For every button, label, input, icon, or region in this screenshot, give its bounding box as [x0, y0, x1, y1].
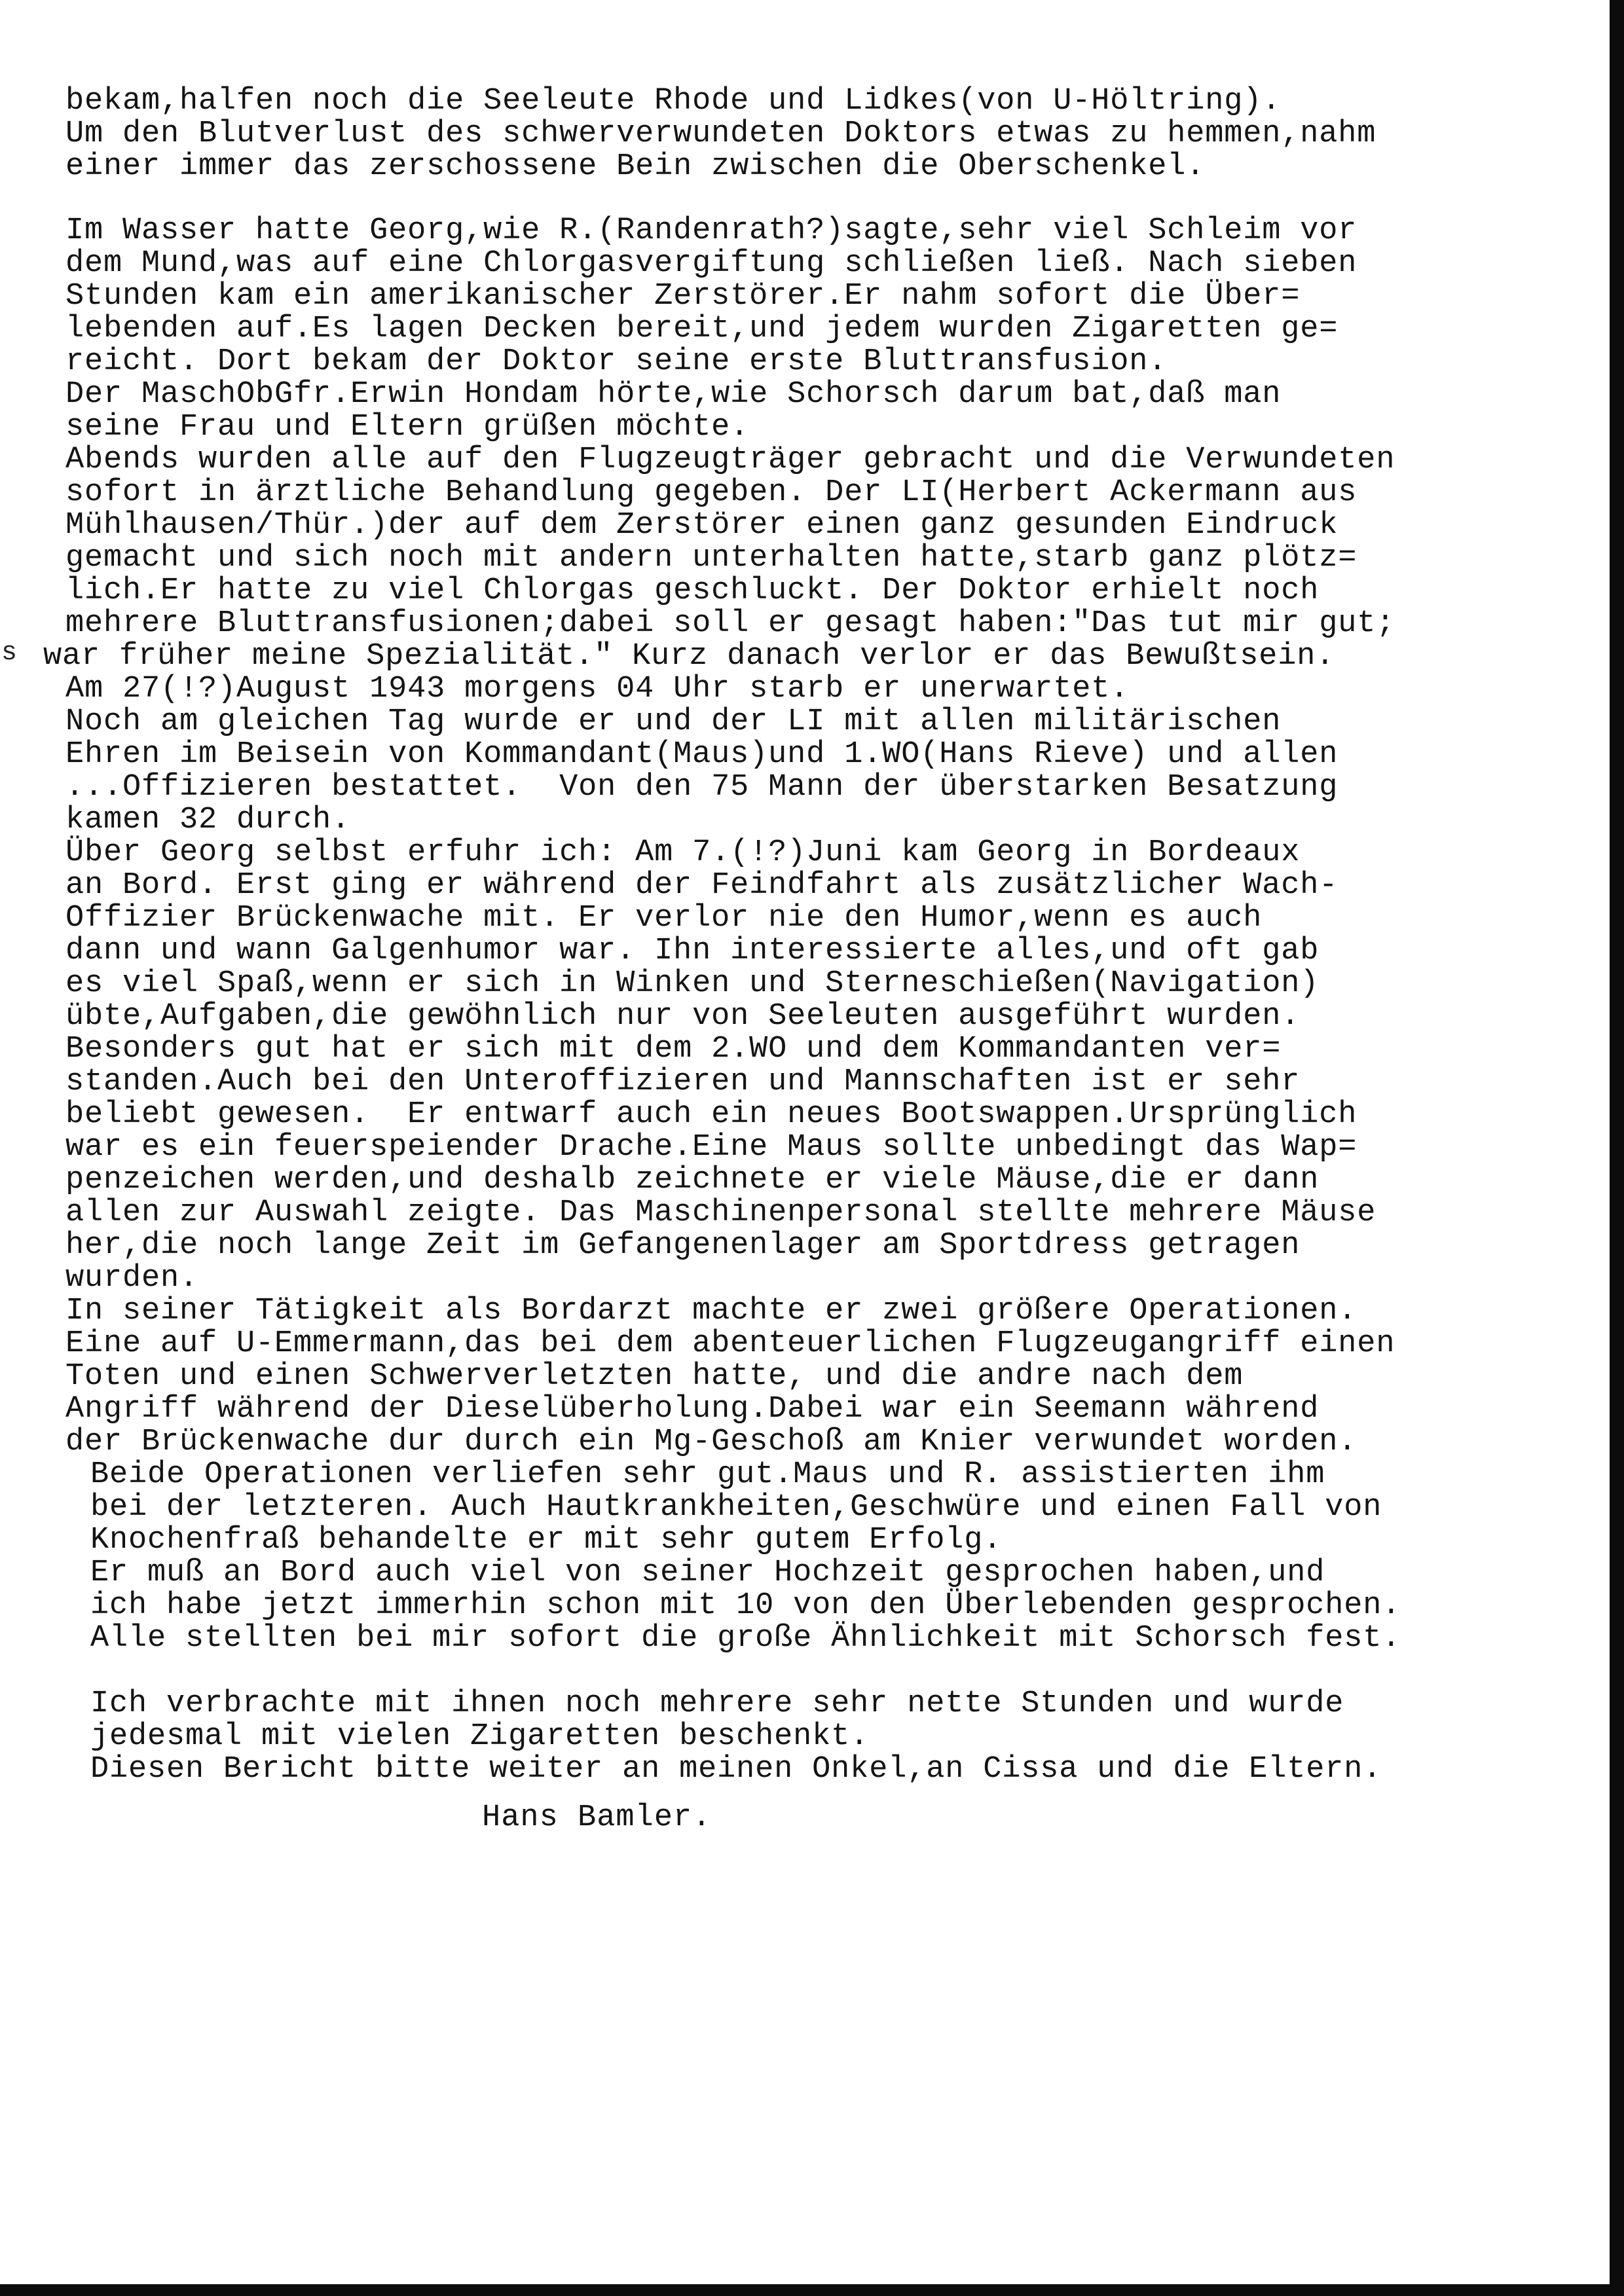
text-line: beliebt gewesen. Er entwarf auch ein neues Bootswappen.Ursprünglich	[65, 1097, 1357, 1132]
scan-edge-bottom	[0, 2284, 1624, 2296]
text-line: an Bord. Erst ging er während der Feindfahrt als zusätzlicher Wach-	[65, 868, 1338, 903]
text-line: übte,Aufgaben,die gewöhnlich nur von Seeleuten ausgeführt wurden.	[65, 999, 1301, 1034]
text-line: Alle stellten bei mir sofort die große Ähnlichkeit mit Schorsch fest.	[90, 1621, 1401, 1656]
text-line: kamen 32 durch.	[65, 803, 351, 837]
text-line: allen zur Auswahl zeigte. Das Maschinenpersonal stellte mehrere Mäuse	[65, 1195, 1376, 1230]
text-line: ich habe jetzt immerhin schon mit 10 von den Überlebenden gesprochen.	[90, 1588, 1401, 1623]
text-line: war es ein feuerspeiender Drache.Eine Maus sollte unbedingt das Wap=	[65, 1130, 1357, 1165]
text-line: Im Wasser hatte Georg,wie R.(Randenrath?)sagte,sehr viel Schleim vor	[65, 213, 1357, 248]
text-line: war früher meine Spezialität." Kurz danach verlor er das Bewußtsein.	[43, 639, 1335, 674]
text-line: Ehren im Beisein von Kommandant(Maus)und 1.WO(Hans Rieve) und allen	[65, 737, 1338, 772]
text-line: Beide Operationen verliefen sehr gut.Maus und R. assistierten ihm	[90, 1457, 1325, 1492]
text-line: reicht. Dort bekam der Doktor seine erste Bluttransfusion.	[65, 344, 1168, 379]
text-line: her,die noch lange Zeit im Gefangenenlager am Sportdress getragen	[65, 1228, 1301, 1263]
text-line: lebenden auf.Es lagen Decken bereit,und jedem wurden Zigaretten ge=	[65, 312, 1338, 346]
text-line: Besonders gut hat er sich mit dem 2.WO und dem Kommandanten ver=	[65, 1032, 1282, 1066]
text-line: penzeichen werden,und deshalb zeichnete er viele Mäuse,die er dann	[65, 1163, 1320, 1197]
text-line: Angriff während der Dieselüberholung.Dabei war ein Seemann während	[65, 1392, 1320, 1427]
scan-edge-right	[1610, 0, 1624, 2296]
text-line: lich.Er hatte zu viel Chlorgas geschluckt. Der Doktor erhielt noch	[65, 574, 1320, 608]
text-line: Um den Blutverlust des schwerverwundeten Doktors etwas zu hemmen,nahm	[65, 117, 1376, 151]
text-line: dann und wann Galgenhumor war. Ihn interessierte alles,und oft gab	[65, 934, 1320, 968]
signature: Hans Bamler.	[482, 1800, 712, 1835]
text-line: standen.Auch bei den Unteroffizieren und Mannschaften ist er sehr	[65, 1065, 1301, 1099]
text-line: wurden.	[65, 1261, 199, 1296]
text-line: Eine auf U-Emmermann,das bei dem abenteuerlichen Flugzeugangriff einen	[65, 1326, 1395, 1361]
text-line: gemacht und sich noch mit andern unterhalten hatte,starb ganz plötz=	[65, 541, 1357, 575]
text-line: Diesen Bericht bitte weiter an meinen Onkel,an Cissa und die Eltern.	[90, 1752, 1382, 1787]
text-line: einer immer das zerschossene Bein zwischen die Oberschenkel.	[65, 149, 1206, 184]
text-line: jedesmal mit vielen Zigaretten beschenkt.	[90, 1719, 870, 1754]
text-line: Ich verbrachte mit ihnen noch mehrere sehr nette Stunden und wurde	[90, 1686, 1344, 1721]
text-line: bekam,halfen noch die Seeleute Rhode und Lidkes(von U-Höltring).	[65, 84, 1282, 118]
text-line: ...Offizieren bestattet. Von den 75 Mann der überstarken Besatzung	[65, 770, 1338, 805]
text-line: In seiner Tätigkeit als Bordarzt machte er zwei größere Operationen.	[65, 1294, 1357, 1328]
text-line: Der MaschObGfr.Erwin Hondam hörte,wie Schorsch darum bat,daß man	[65, 377, 1282, 412]
text-line: seine Frau und Eltern grüßen möchte.	[65, 410, 750, 445]
text-line: Abends wurden alle auf den Flugzeugträger gebracht und die Verwundeten	[65, 443, 1395, 477]
text-line: bei der letzteren. Auch Hautkrankheiten,Geschwüre und einen Fall von	[90, 1490, 1382, 1525]
text-line: Er muß an Bord auch viel von seiner Hochzeit gesprochen haben,und	[90, 1556, 1325, 1590]
text-line: mehrere Bluttransfusionen;dabei soll er gesagt haben:"Das tut mir gut;	[65, 606, 1395, 641]
margin-mark: s	[1, 638, 18, 668]
text-line: Noch am gleichen Tag wurde er und der LI mit allen militärischen	[65, 704, 1282, 739]
text-line: Toten und einen Schwerverletzten hatte, und die andre nach dem	[65, 1359, 1244, 1394]
text-line: Offizier Brückenwache mit. Er verlor nie den Humor,wenn es auch	[65, 901, 1263, 936]
text-line: Mühlhausen/Thür.)der auf dem Zerstörer einen ganz gesunden Eindruck	[65, 508, 1338, 543]
text-line: Über Georg selbst erfuhr ich: Am 7.(!?)Juni kam Georg in Bordeaux	[65, 835, 1301, 870]
text-line: Knochenfraß behandelte er mit sehr gutem Erfolg.	[90, 1523, 1003, 1558]
text-line: es viel Spaß,wenn er sich in Winken und Sterneschießen(Navigation)	[65, 966, 1320, 1001]
text-line: Am 27(!?)August 1943 morgens 04 Uhr starb er unerwartet.	[65, 672, 1130, 706]
text-line: der Brückenwache dur durch ein Mg-Geschoß am Knier verwundet worden.	[65, 1425, 1357, 1459]
text-line: Stunden kam ein amerikanischer Zerstörer.Er nahm sofort die Über=	[65, 279, 1301, 314]
text-line: sofort in ärztliche Behandlung gegeben. Der LI(Herbert Ackermann aus	[65, 475, 1357, 510]
text-line: dem Mund,was auf eine Chlorgasvergiftung schließen ließ. Nach sieben	[65, 246, 1357, 281]
